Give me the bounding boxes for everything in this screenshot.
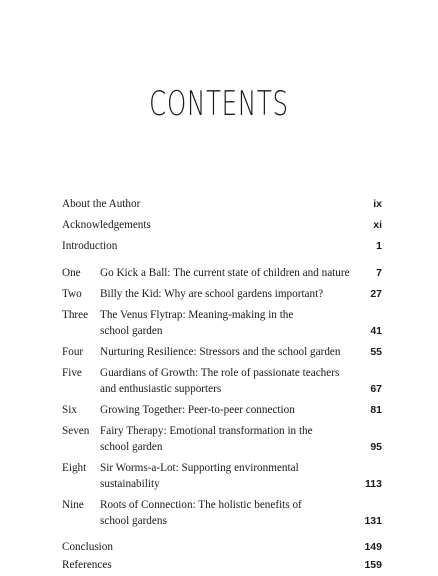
entry-title: Acknowledgements bbox=[62, 219, 151, 231]
entry-title: Nurturing Resilience: Stressors and the school garden bbox=[100, 346, 341, 358]
entry-page-number: 81 bbox=[370, 404, 382, 416]
chapter-number: Five bbox=[62, 367, 82, 379]
chapter-number: Four bbox=[62, 346, 84, 358]
entry-page-number: 7 bbox=[376, 267, 382, 279]
entry-title: Fairy Therapy: Emotional transformation in the school garden bbox=[100, 425, 313, 453]
entry-title: Roots of Connection: The holistic benefits of school gardens bbox=[100, 499, 302, 527]
entry-page-number: 131 bbox=[364, 515, 382, 527]
entry-page-number: 95 bbox=[370, 441, 382, 453]
entry-title: Billy the Kid: Why are school gardens important? bbox=[100, 288, 324, 300]
entry-title: About the Author bbox=[62, 198, 141, 210]
entry-page-number: 159 bbox=[364, 559, 382, 571]
entry-page-number: ix bbox=[373, 198, 382, 210]
entry-page-number: 113 bbox=[365, 478, 382, 490]
chapter-number: Two bbox=[62, 288, 82, 300]
page-title: CONTENTS bbox=[149, 84, 289, 124]
entry-title: Sir Worms-a-Lot: Supporting environmental sustainability bbox=[100, 462, 299, 490]
chapter-number: Three bbox=[62, 309, 89, 321]
entry-title: Guardians of Growth: The role of passionate teachers and enthusiastic supporters bbox=[100, 367, 340, 395]
chapter-number: Seven bbox=[62, 425, 90, 437]
chapter-number: Eight bbox=[62, 462, 87, 474]
entry-title: The Venus Flytrap: Meaning-making in the school garden bbox=[100, 309, 294, 337]
entry-page-number: 149 bbox=[364, 541, 382, 553]
entry-title: Conclusion bbox=[62, 541, 113, 553]
entry-page-number: 67 bbox=[370, 383, 382, 395]
entry-title: Go Kick a Ball: The current state of children and nature bbox=[100, 267, 350, 279]
entry-title: Introduction bbox=[62, 240, 118, 252]
entry-title: References bbox=[62, 559, 112, 571]
chapter-number: Six bbox=[62, 404, 77, 416]
entry-page-number: 41 bbox=[370, 325, 382, 337]
entry-page-number: 27 bbox=[370, 288, 382, 300]
chapter-number: Nine bbox=[62, 499, 84, 511]
entry-title: Growing Together: Peer-to-peer connection bbox=[100, 404, 295, 416]
entry-page-number: 1 bbox=[376, 240, 382, 252]
entry-page-number: 55 bbox=[370, 346, 382, 358]
chapter-number: One bbox=[62, 267, 81, 279]
entry-page-number: xi bbox=[373, 219, 382, 231]
